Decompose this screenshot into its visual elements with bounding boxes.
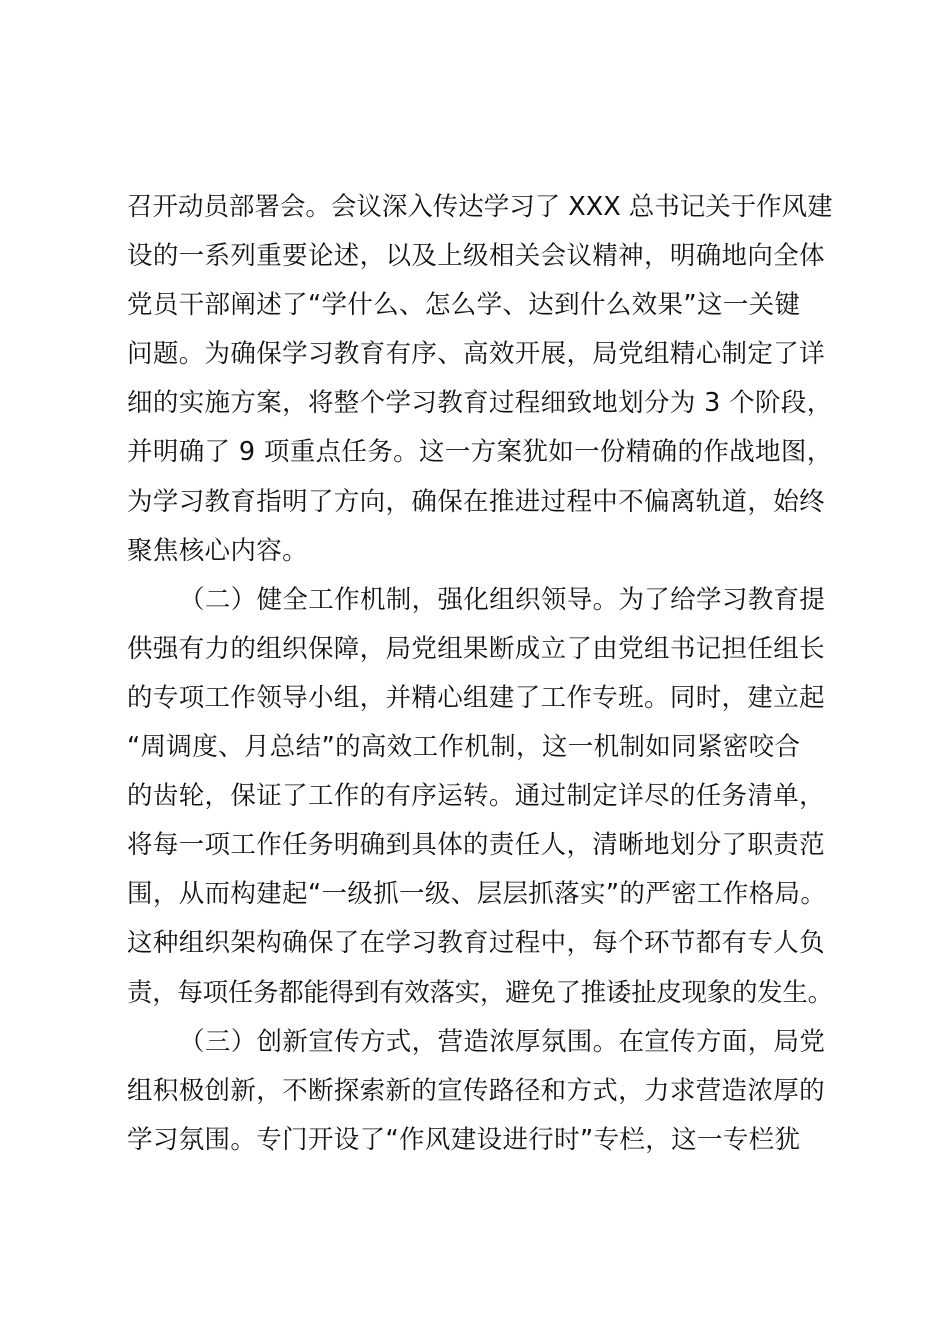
text-line: “周调度、月总结”的高效工作机制，这一机制如同紧密咬合 [127, 732, 801, 763]
text-line: 党员干部阐述了“学什么、怎么学、达到什么效果”这一关键 [127, 290, 801, 321]
text-line: 这种组织架构确保了在学习教育过程中，每个环节都有专人负 [127, 928, 825, 959]
text-line: 将每一项工作任务明确到具体的责任人，清晰地划分了职责范 [127, 830, 825, 861]
text-line: 组积极创新，不断探索新的宣传路径和方式，力求营造浓厚的 [127, 1075, 825, 1106]
text-line: 的齿轮，保证了工作的有序运转。通过制定详尽的任务清单， [127, 781, 825, 812]
text-line: 学习氛围。专门开设了“作风建设进行时”专栏，这一专栏犹 [127, 1124, 801, 1155]
text-line: 供强有力的组织保障，局党组果断成立了由党组书记担任组长 [127, 633, 825, 664]
section-heading-line: （二）健全工作机制，强化组织领导。为了给学习教育提 [179, 584, 826, 615]
text-line: 为学习教育指明了方向，确保在推进过程中不偏离轨道，始终 [127, 486, 825, 517]
text-line: 并明确了 9 项重点任务。这一方案犹如一份精确的作战地图， [127, 437, 833, 468]
text-line: 聚焦核心内容。 [127, 535, 308, 566]
section-heading-line: （三）创新宣传方式，营造浓厚氛围。在宣传方面，局党 [179, 1026, 826, 1057]
text-line: 召开动员部署会。会议深入传达学习了 XXX 总书记关于作风建 [127, 192, 833, 222]
text-line: 问题。为确保学习教育有序、高效开展，局党组精心制定了详 [127, 339, 825, 370]
text-line: 的专项工作领导小组，并精心组建了工作专班。同时，建立起 [127, 682, 825, 713]
text-line: 设的一系列重要论述，以及上级相关会议精神，明确地向全体 [127, 241, 825, 272]
text-line: 细的实施方案，将整个学习教育过程细致地划分为 3 个阶段， [127, 388, 833, 419]
text-line: 责，每项任务都能得到有效落实，避免了推诿扯皮现象的发生。 [127, 977, 833, 1008]
text-line: 围，从而构建起“一级抓一级、层层抓落实”的严密工作格局。 [127, 879, 827, 910]
document-body [127, 183, 833, 1165]
